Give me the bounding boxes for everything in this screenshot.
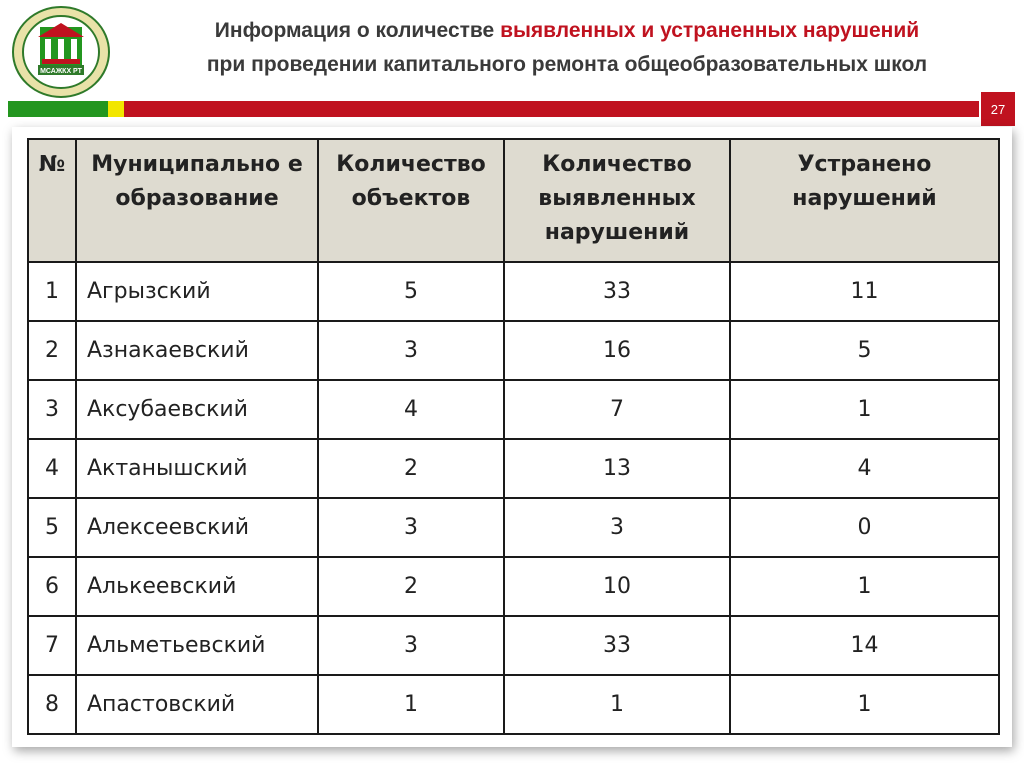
header-number: №	[28, 139, 76, 262]
table-header-row	[28, 139, 999, 262]
cell-violations-fixed: 1	[730, 675, 999, 734]
cell-objects: 1	[318, 675, 504, 734]
table-container	[12, 127, 1012, 747]
ministry-logo	[10, 5, 112, 99]
divider-red	[124, 101, 1016, 117]
table-row	[28, 262, 999, 321]
cell-number: 3	[28, 380, 76, 439]
table-row	[28, 498, 999, 557]
divider-yellow	[108, 101, 124, 117]
cell-municipality: Аксубаевский	[76, 380, 318, 439]
divider-green	[8, 101, 108, 117]
cell-violations-found: 13	[504, 439, 730, 498]
page-number: 27	[979, 90, 1017, 128]
cell-violations-fixed: 1	[730, 380, 999, 439]
cell-violations-found: 3	[504, 498, 730, 557]
slide-title	[122, 14, 1012, 82]
title-highlight: выявленных и устраненных нарушений	[500, 19, 920, 42]
cell-number: 6	[28, 557, 76, 616]
cell-municipality: Актанышский	[76, 439, 318, 498]
cell-number: 2	[28, 321, 76, 380]
cell-objects: 3	[318, 498, 504, 557]
cell-municipality: Альметьевский	[76, 616, 318, 675]
cell-municipality: Азнакаевский	[76, 321, 318, 380]
cell-violations-found: 10	[504, 557, 730, 616]
violations-table	[27, 138, 1000, 735]
cell-municipality: Алексеевский	[76, 498, 318, 557]
cell-objects: 4	[318, 380, 504, 439]
cell-objects: 2	[318, 439, 504, 498]
title-line-2: при проведении капитального ремонта общеобразовательных школ	[206, 53, 928, 76]
cell-number: 7	[28, 616, 76, 675]
table-row	[28, 675, 999, 734]
table-row	[28, 321, 999, 380]
cell-violations-fixed: 11	[730, 262, 999, 321]
header-municipality: Муниципально е образование	[76, 139, 318, 262]
cell-objects: 3	[318, 616, 504, 675]
cell-number: 4	[28, 439, 76, 498]
title-part1: Информация о количестве	[214, 19, 501, 42]
header-violations-found: Количество выявленных нарушений	[504, 139, 730, 262]
cell-number: 5	[28, 498, 76, 557]
header-violations-fixed: Устранено нарушений	[730, 139, 999, 262]
cell-violations-fixed: 5	[730, 321, 999, 380]
cell-violations-found: 33	[504, 262, 730, 321]
cell-municipality: Агрызский	[76, 262, 318, 321]
cell-objects: 3	[318, 321, 504, 380]
title-line-1	[122, 14, 1012, 48]
table-row	[28, 380, 999, 439]
cell-violations-fixed: 4	[730, 439, 999, 498]
table-row	[28, 439, 999, 498]
cell-violations-found: 16	[504, 321, 730, 380]
cell-municipality: Апастовский	[76, 675, 318, 734]
cell-number: 1	[28, 262, 76, 321]
cell-violations-found: 7	[504, 380, 730, 439]
cell-number: 8	[28, 675, 76, 734]
cell-violations-fixed: 14	[730, 616, 999, 675]
cell-violations-fixed: 1	[730, 557, 999, 616]
table-row	[28, 557, 999, 616]
logo-text: МСАЖКХ РТ	[40, 68, 82, 75]
cell-violations-found: 33	[504, 616, 730, 675]
cell-violations-found: 1	[504, 675, 730, 734]
cell-objects: 2	[318, 557, 504, 616]
table-row	[28, 616, 999, 675]
header-objects: Количество объектов	[318, 139, 504, 262]
cell-objects: 5	[318, 262, 504, 321]
cell-violations-fixed: 0	[730, 498, 999, 557]
cell-municipality: Алькеевский	[76, 557, 318, 616]
